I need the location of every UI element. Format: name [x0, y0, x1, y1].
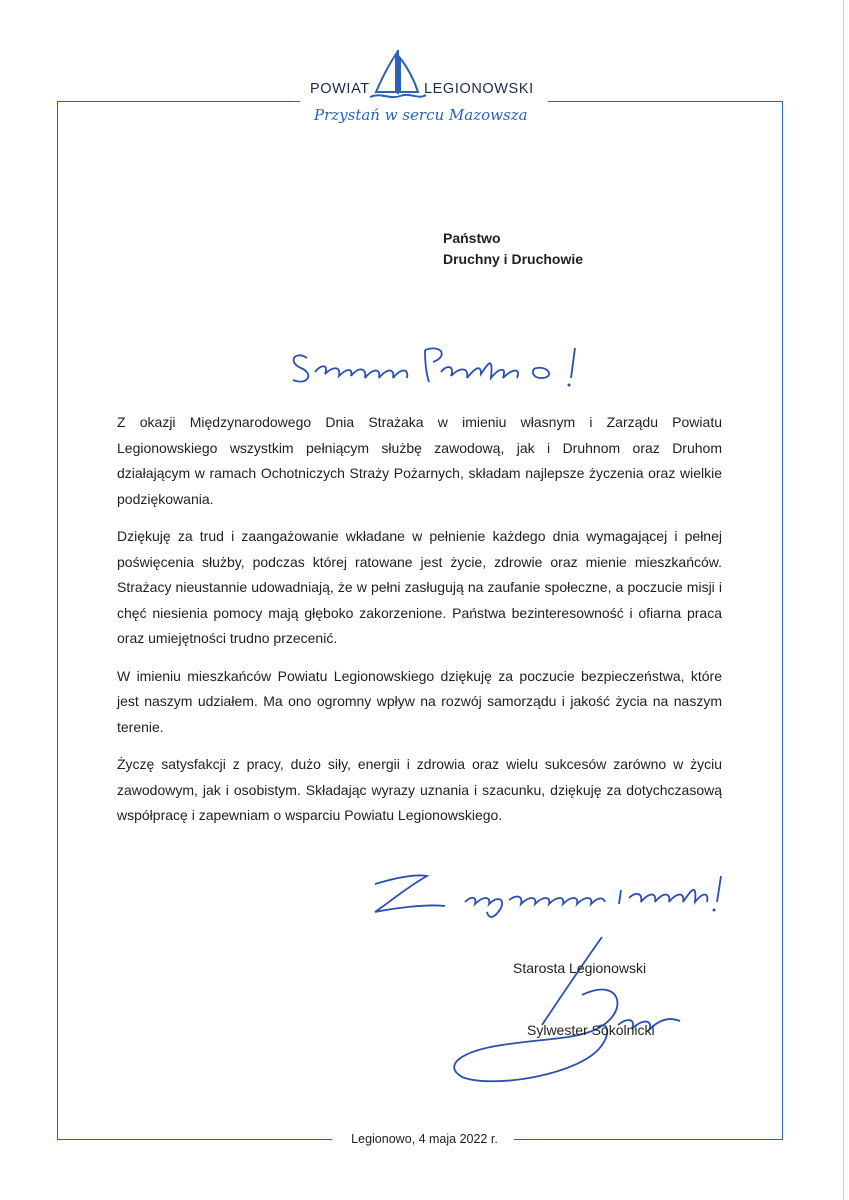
- letter-body: [117, 410, 722, 841]
- body-paragraph: Dziękuję za trud i zaangażowanie wkładane w pełnienie każdego dnia wymagającej i pełnej poświęcenia służby, podczas której ratowane jest życie, zdrowie oraz mienie mieszkańców. Strażacy nieustannie udowadniają, że w pełni zasługują na zaufanie społeczne, a poczucie misji i chęć niesienia pomocy mają głęboko zakorzenione. Państwa bezinteresowność i ofiarna praca oraz umiejętności trudno przecenić.: [117, 528, 722, 646]
- sailboat-icon: [368, 48, 428, 102]
- addressee-line-1: Państwo: [443, 230, 501, 246]
- signatory-name: Sylwester Sokolnicki: [527, 1022, 655, 1038]
- addressee-block: [443, 228, 583, 270]
- body-paragraph: Z okazji Międzynarodowego Dnia Strażaka w imieniu własnym i Zarządu Powiatu Legionowskiego wszystkim pełniącym służbę zawodową, jak i Druhnom oraz Druhom działającym w ramach Ochotniczych Straży Pożarnych, składam najlepsze życzenia oraz wielkie podziękowania.: [117, 414, 722, 507]
- starosta-signature: [432, 935, 722, 1085]
- signatory-title: Starosta Legionowski: [513, 960, 647, 976]
- logo-tagline: Przystań w sercu Mazowsza: [314, 106, 528, 124]
- county-logo: [300, 48, 548, 138]
- body-paragraph: Życzę satysfakcji z pracy, dużo siły, energii i zdrowia oraz wielu sukcesów zarówno w życiu zawodowym, jak i osobistym. Składając wyrazy uznania i szacunku, dziękuję za dotychczasową współpracę i zapewniam o wsparciu Powiatu Legionowskiego.: [117, 756, 722, 823]
- page-edge: [843, 0, 844, 1200]
- logo-word-legionowski: LEGIONOWSKI: [424, 81, 534, 97]
- handwritten-greeting: [285, 338, 615, 393]
- logo-word-powiat: POWIAT: [310, 81, 370, 97]
- addressee-line-2: Druchny i Druchowie: [443, 251, 584, 267]
- place-date-line: Legionowo, 4 maja 2022 r.: [351, 1132, 498, 1146]
- body-paragraph: W imieniu mieszkańców Powiatu Legionowskiego dziękuję za poczucie bezpieczeństwa, które jest naszym udziałem. Ma ono ogromny wpływ na rozwój samorządu i jakość życia na naszym terenie.: [117, 667, 722, 735]
- handwritten-closing: [365, 862, 745, 924]
